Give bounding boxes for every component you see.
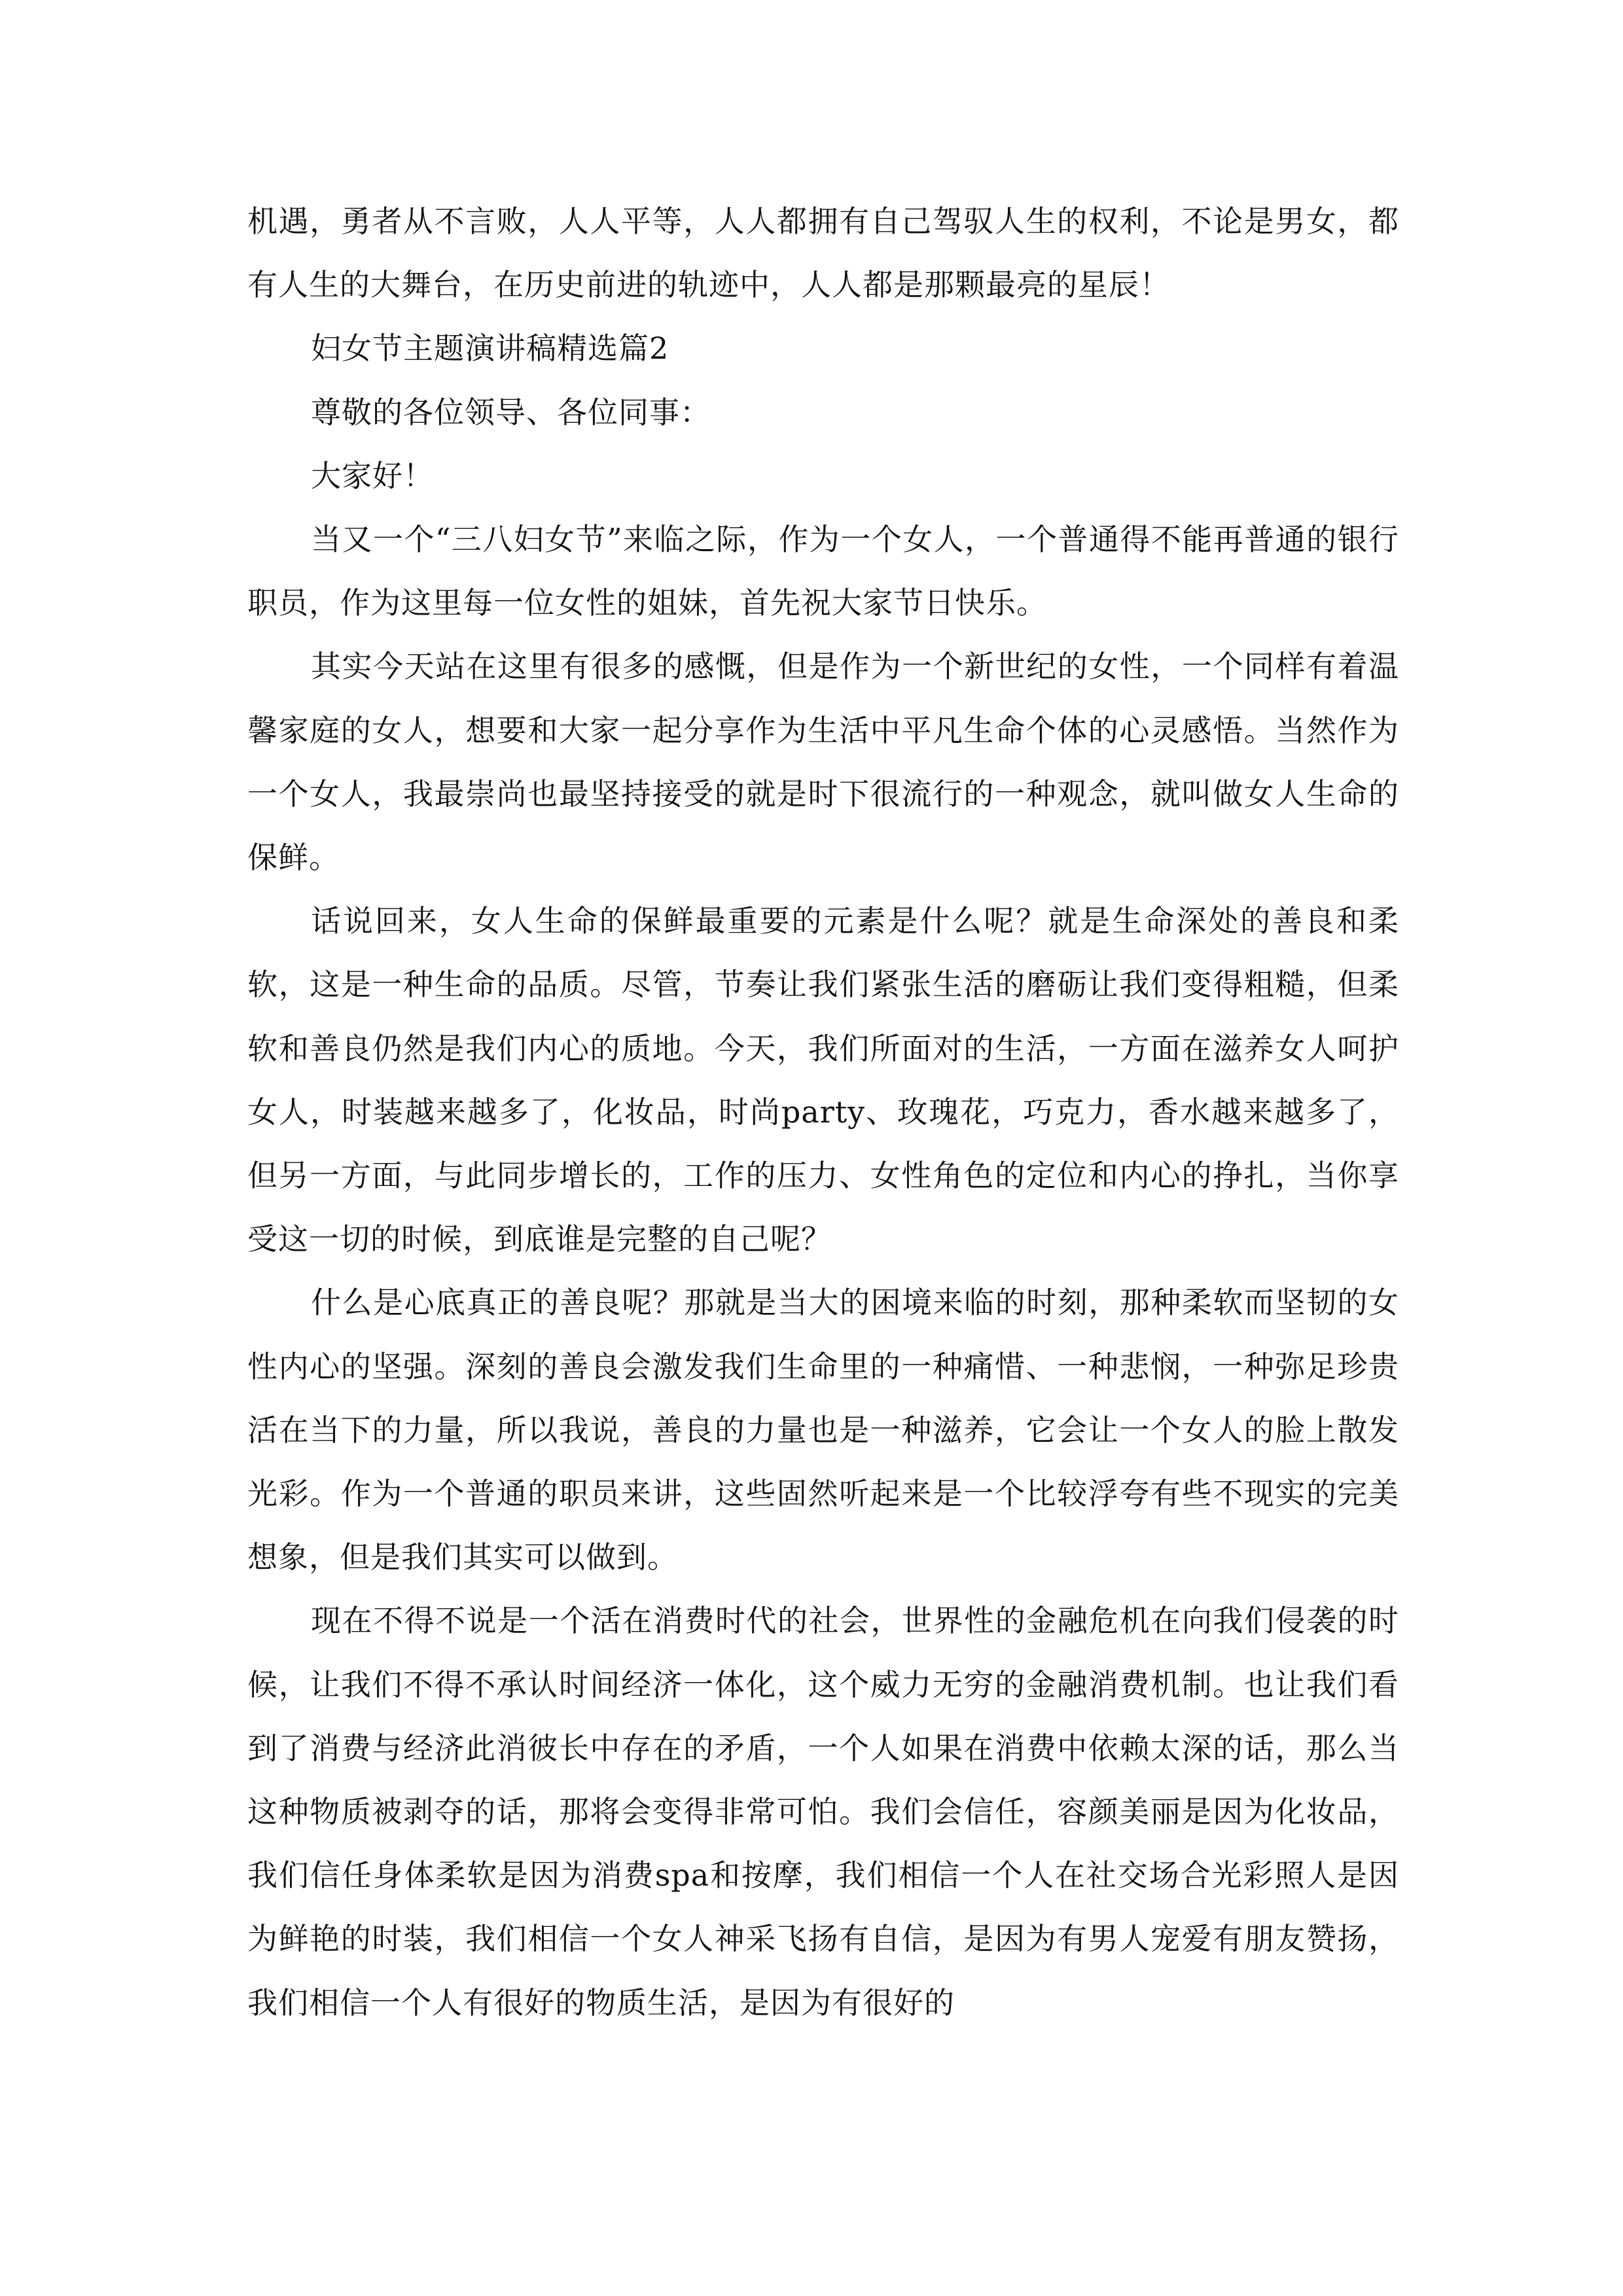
- paragraph: 现在不得不说是一个活在消费时代的社会，世界性的金融危机在向我们侵袭的时候，让我们不得不承认时间经济一体化，这个威力无穷的金融消费机制。也让我们看到了消费与经济此消彼长中存在的矛盾，一个人如果在消费中依赖太深的话，那么当这种物质被剥夺的话，那将会变得非常可怕。我们会信任，容颜美丽是因为化妆品，我们信任身体柔软是因为消费spa和按摩，我们相信一个人在社交场合光彩照人是因为鲜艳的时装，我们相信一个女人神采飞扬有自信，是因为有男人宠爱有朋友赞扬，我们相信一个人有很好的物质生活，是因为有很好的: [247, 1603, 1399, 2020]
- salutation: 尊敬的各位领导、各位同事：: [311, 394, 711, 430]
- paragraph-continuation: 机遇，勇者从不言败，人人平等，人人都拥有自己驾驭人生的权利，不论是男女，都有人生的大舞台，在历史前进的轨迹中，人人都是那颗最亮的星辰！: [247, 204, 1399, 303]
- paragraph: 其实今天站在这里有很多的感慨，但是作为一个新世纪的女性，一个同样有着温馨家庭的女人，想要和大家一起分享作为生活中平凡生命个体的心灵感悟。当然作为一个女人，我最崇尚也最坚持接受的就是时下很流行的一种观念，就叫做女人生命的保鲜。: [247, 649, 1399, 876]
- paragraph: 什么是心底真正的善良呢？那就是当大的困境来临的时刻，那种柔软而坚韧的女性内心的坚强。深刻的善良会激发我们生命里的一种痛惜、一种悲悯，一种弥足珍贵活在当下的力量，所以我说，善良的力量也是一种滋养，它会让一个女人的脸上散发光彩。作为一个普通的职员来讲，这些固然听起来是一个比较浮夸有些不现实的完美想象，但是我们其实可以做到。: [247, 1285, 1399, 1575]
- greeting: 大家好！: [311, 457, 434, 493]
- document-body: [247, 190, 1399, 2035]
- paragraph: 当又一个“三八妇女节”来临之际，作为一个女人，一个普通得不能再普通的银行职员，作为这里每一位女性的姐妹，首先祝大家节日快乐。: [247, 522, 1399, 621]
- paragraph: 话说回来，女人生命的保鲜最重要的元素是什么呢？就是生命深处的善良和柔软，这是一种生命的品质。尽管，节奏让我们紧张生活的磨砺让我们变得粗糙，但柔软和善良仍然是我们内心的质地。今天，我们所面对的生活，一方面在滋养女人呵护女人，时装越来越多了，化妆品，时尚party、玫瑰花，巧克力，香水越来越多了，但另一方面，与此同步增长的，工作的压力、女性角色的定位和内心的挣扎，当你享受这一切的时候，到底谁是完整的自己呢？: [247, 903, 1399, 1257]
- section-heading: 妇女节主题演讲稿精选篇2: [311, 331, 669, 367]
